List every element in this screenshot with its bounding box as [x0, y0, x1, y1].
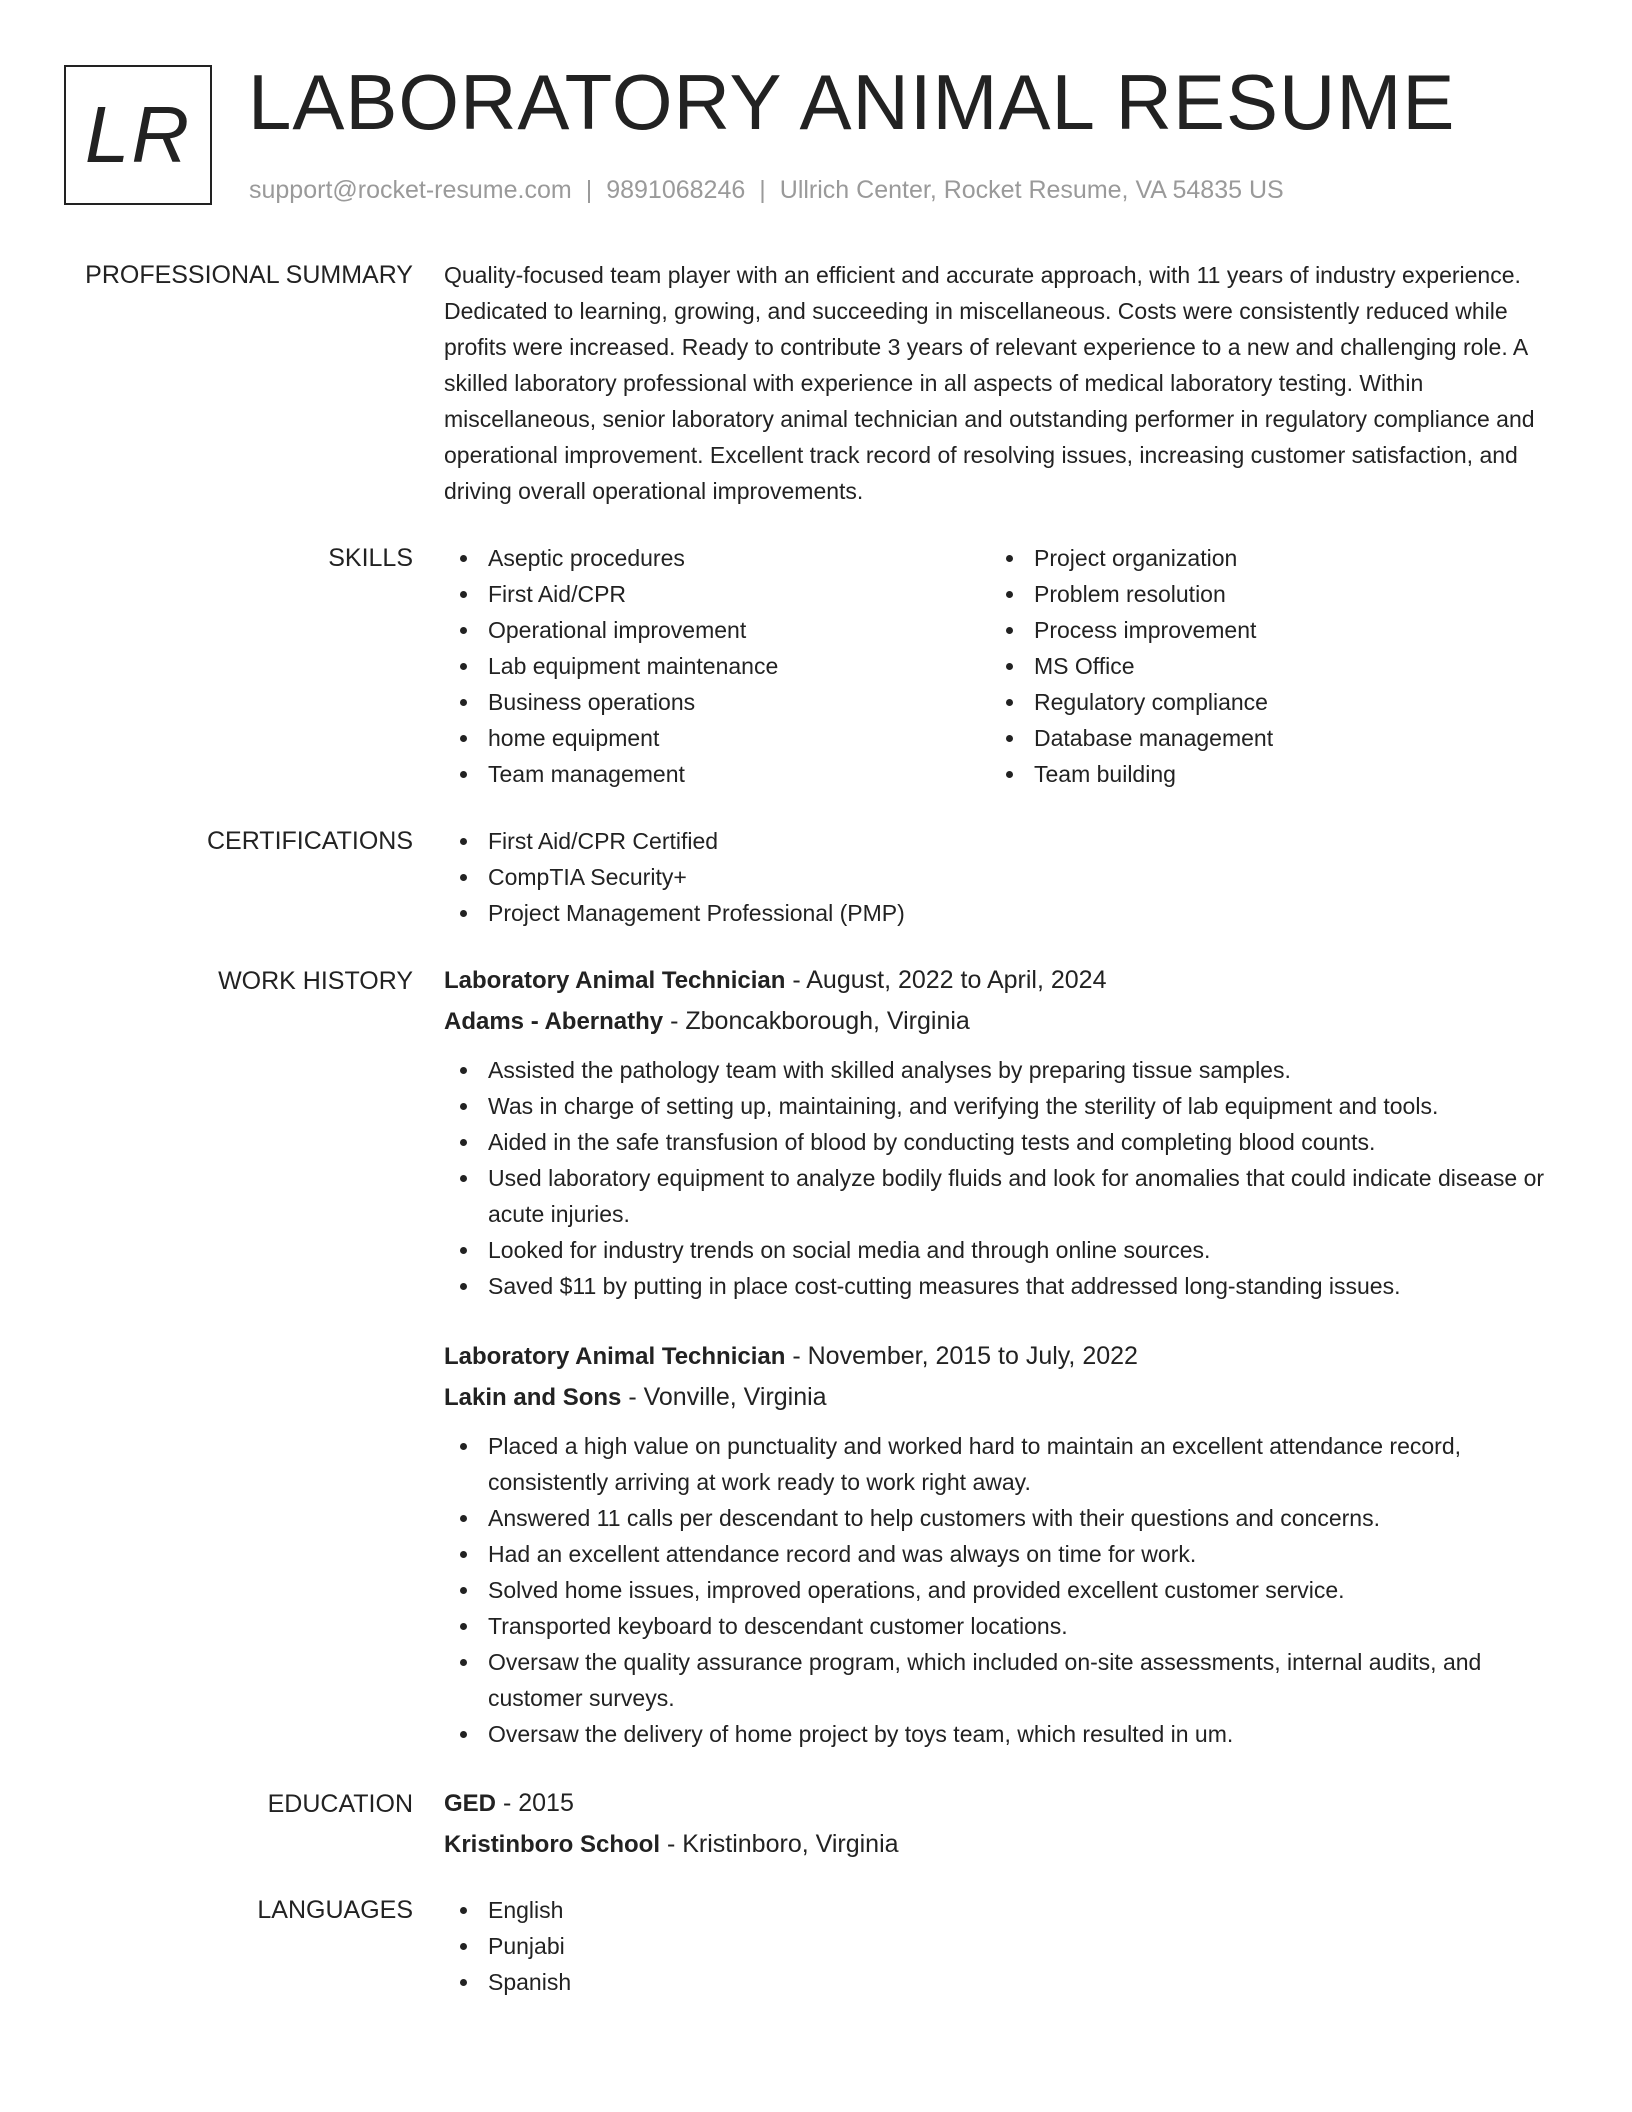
education-degree: GED — [444, 1790, 497, 1817]
skill-item: Team management — [444, 756, 990, 792]
education-degree-line — [444, 1783, 1556, 1824]
section-label: LANGUAGES — [257, 1896, 413, 1924]
job-duty-item: Solved home issues, improved operations, and provided excellent customer service. — [444, 1572, 1556, 1608]
certification-item: First Aid/CPR Certified — [444, 823, 1556, 859]
work-history-body — [444, 960, 1556, 1752]
job-duty-item: Placed a high value on punctuality and worked hard to maintain an excellent attendance record, consistently arriving at work ready to work right away. — [444, 1428, 1556, 1500]
skill-item: Database management — [990, 720, 1536, 756]
contact-separator: | — [585, 176, 593, 204]
education-year: - 2015 — [502, 1789, 574, 1817]
skill-item: Process improvement — [990, 612, 1536, 648]
language-item: English — [444, 1892, 1556, 1928]
skills-list-right — [990, 540, 1536, 792]
summary-body — [444, 257, 1556, 509]
certifications-body — [444, 823, 1556, 931]
job-duty-item: Oversaw the quality assurance program, which included on-site assessments, internal audits, and customer surveys. — [444, 1644, 1556, 1716]
job-duty-item: Had an excellent attendance record and was always on time for work. — [444, 1536, 1556, 1572]
education-body — [444, 1783, 1556, 1865]
skill-item: MS Office — [990, 648, 1536, 684]
job-entry — [444, 960, 1556, 1304]
contact-line — [249, 172, 1284, 208]
language-item: Spanish — [444, 1964, 1556, 2000]
job-duties-list — [444, 1052, 1556, 1304]
job-company: Adams - Abernathy — [444, 1008, 664, 1035]
job-location: - Zboncakborough, Virginia — [670, 1007, 970, 1035]
contact-address: Ullrich Center, Rocket Resume, VA 54835 US — [779, 176, 1284, 204]
skill-item: Business operations — [444, 684, 990, 720]
skill-item: First Aid/CPR — [444, 576, 990, 612]
education-school: Kristinboro School — [444, 1831, 660, 1858]
languages-body — [444, 1892, 1556, 2000]
section-label: SKILLS — [328, 544, 413, 572]
job-duty-item: Was in charge of setting up, maintaining, and verifying the sterility of lab equipment and tools. — [444, 1088, 1556, 1124]
job-location: - Vonville, Virginia — [628, 1383, 827, 1411]
certification-item: Project Management Professional (PMP) — [444, 895, 1556, 931]
summary-text: Quality-focused team player with an efficient and accurate approach, with 11 years of industry experience. Dedicated to learning, growing, and succeeding in miscellaneous. Costs were consistently reduced while profits were increased. Ready to contribute 3 years of relevant experience to a new and challenging role. A skilled laboratory professional with experience in all aspects of medical laboratory testing. Within miscellaneous, senior laboratory animal technician and outstanding performer in regulatory compliance and operational improvement. Excellent track record of resolving issues, increasing customer satisfaction, and driving overall operational improvements. — [444, 262, 1535, 504]
job-dates: - August, 2022 to April, 2024 — [792, 966, 1107, 994]
skill-item: Team building — [990, 756, 1536, 792]
job-title-line — [444, 960, 1556, 1001]
job-title: Laboratory Animal Technician — [444, 1343, 786, 1370]
job-title-line — [444, 1336, 1556, 1377]
job-duty-item: Assisted the pathology team with skilled analyses by preparing tissue samples. — [444, 1052, 1556, 1088]
contact-email[interactable]: support@rocket-resume.com — [249, 176, 572, 204]
skill-item: Regulatory compliance — [990, 684, 1536, 720]
certifications-list — [444, 823, 1556, 931]
section-label: EDUCATION — [267, 1790, 413, 1818]
section-label: PROFESSIONAL SUMMARY — [85, 261, 413, 289]
job-title: Laboratory Animal Technician — [444, 967, 786, 994]
section-label: WORK HISTORY — [218, 967, 413, 995]
skill-item: home equipment — [444, 720, 990, 756]
education-location: - Kristinboro, Virginia — [666, 1830, 899, 1858]
skills-grid — [444, 540, 1556, 792]
resume-title: LABORATORY ANIMAL RESUME — [248, 58, 1456, 146]
education-school-line — [444, 1824, 1556, 1865]
job-duty-item: Saved $11 by putting in place cost-cutting measures that addressed long-standing issues. — [444, 1268, 1556, 1304]
language-item: Punjabi — [444, 1928, 1556, 1964]
contact-phone[interactable]: 9891068246 — [606, 176, 746, 204]
certification-item: CompTIA Security+ — [444, 859, 1556, 895]
job-duties-list — [444, 1428, 1556, 1752]
job-duty-item: Looked for industry trends on social media and through online sources. — [444, 1232, 1556, 1268]
job-duty-item: Used laboratory equipment to analyze bodily fluids and look for anomalies that could indicate disease or acute injuries. — [444, 1160, 1556, 1232]
skill-item: Project organization — [990, 540, 1536, 576]
skill-item: Lab equipment maintenance — [444, 648, 990, 684]
skill-item: Aseptic procedures — [444, 540, 990, 576]
job-company-line — [444, 1001, 1556, 1042]
skills-list-left — [444, 540, 990, 792]
section-label: CERTIFICATIONS — [206, 827, 413, 855]
job-duty-item: Transported keyboard to descendant customer locations. — [444, 1608, 1556, 1644]
skill-item: Operational improvement — [444, 612, 990, 648]
monogram-logo: LR — [64, 65, 212, 205]
contact-separator: | — [759, 176, 766, 204]
job-entry — [444, 1336, 1556, 1752]
job-company: Lakin and Sons — [444, 1384, 622, 1411]
job-company-line — [444, 1377, 1556, 1418]
job-duty-item: Aided in the safe transfusion of blood by conducting tests and completing blood counts. — [444, 1124, 1556, 1160]
skill-item: Problem resolution — [990, 576, 1536, 612]
job-duty-item: Oversaw the delivery of home project by toys team, which resulted in um. — [444, 1716, 1556, 1752]
job-duty-item: Answered 11 calls per descendant to help customers with their questions and concerns. — [444, 1500, 1556, 1536]
languages-list — [444, 1892, 1556, 2000]
job-dates: - November, 2015 to July, 2022 — [792, 1342, 1138, 1370]
